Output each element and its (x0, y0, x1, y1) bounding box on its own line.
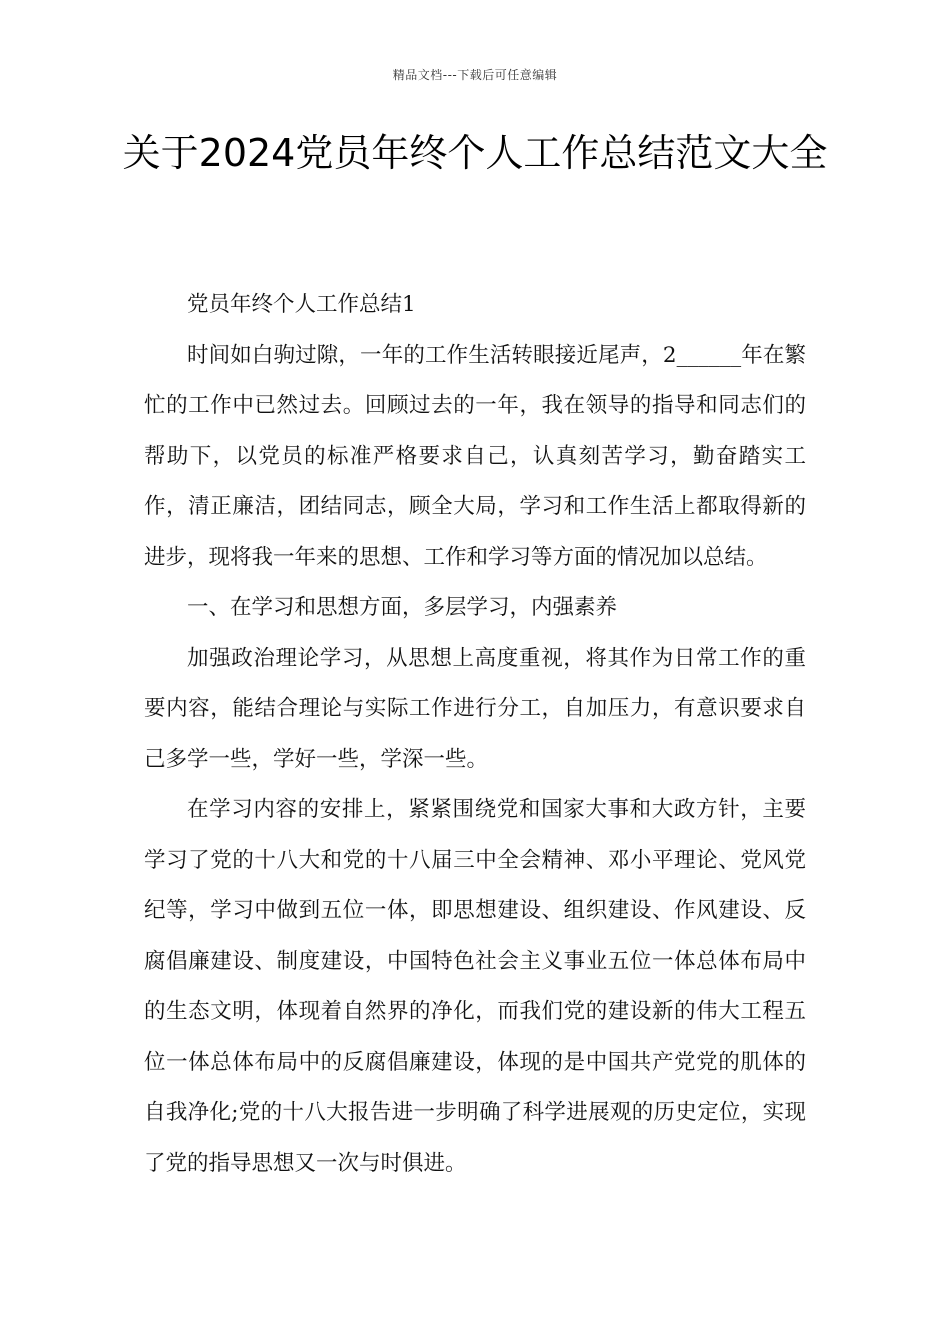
subsection-heading: 一、在学习和思想方面，多层学习，内强素养 (187, 595, 618, 620)
header-watermark: 精品文档---下载后可任意编辑 (392, 68, 558, 82)
body-paragraph: 加强政治理论学习，从思想上高度重视，将其作为日常工作的重要内容，能结合理论与实际工作进行分工，自加压力，有意识要求自己多学一些，学好一些，学深一些。 (144, 645, 806, 772)
document-title: 关于2024党员年终个人工作总结范文大全 (122, 131, 828, 175)
body-paragraph: 时间如白驹过隙，一年的工作生活转眼接近尾声，2______年在繁忙的工作中已然过去。回顾过去的一年，我在领导的指导和同志们的帮助下，以党员的标准严格要求自己，认真刻苦学习，勤奋踏实工作，清正廉洁，团结同志，顾全大局，学习和工作生活上都取得新的进步，现将我一年来的思想、工作和学习等方面的情况加以总结。 (144, 342, 806, 570)
document-body (144, 280, 806, 1189)
section-heading: 党员年终个人工作总结1 (187, 292, 416, 317)
body-paragraph: 在学习内容的安排上，紧紧围绕党和国家大事和大政方针，主要学习了党的十八大和党的十八届三中全会精神、邓小平理论、党风党纪等，学习中做到五位一体，即思想建设、组织建设、作风建设、反腐倡廉建设、制度建设，中国特色社会主义事业五位一体总体布局中的生态文明，体现着自然界的净化，而我们党的建设新的伟大工程五位一体总体布局中的反腐倡廉建设，体现的是中国共产党党的肌体的自我净化;党的十八大报告进一步明确了科学进展观的历史定位，实现了党的指导思想又一次与时俱进。 (144, 797, 806, 1176)
